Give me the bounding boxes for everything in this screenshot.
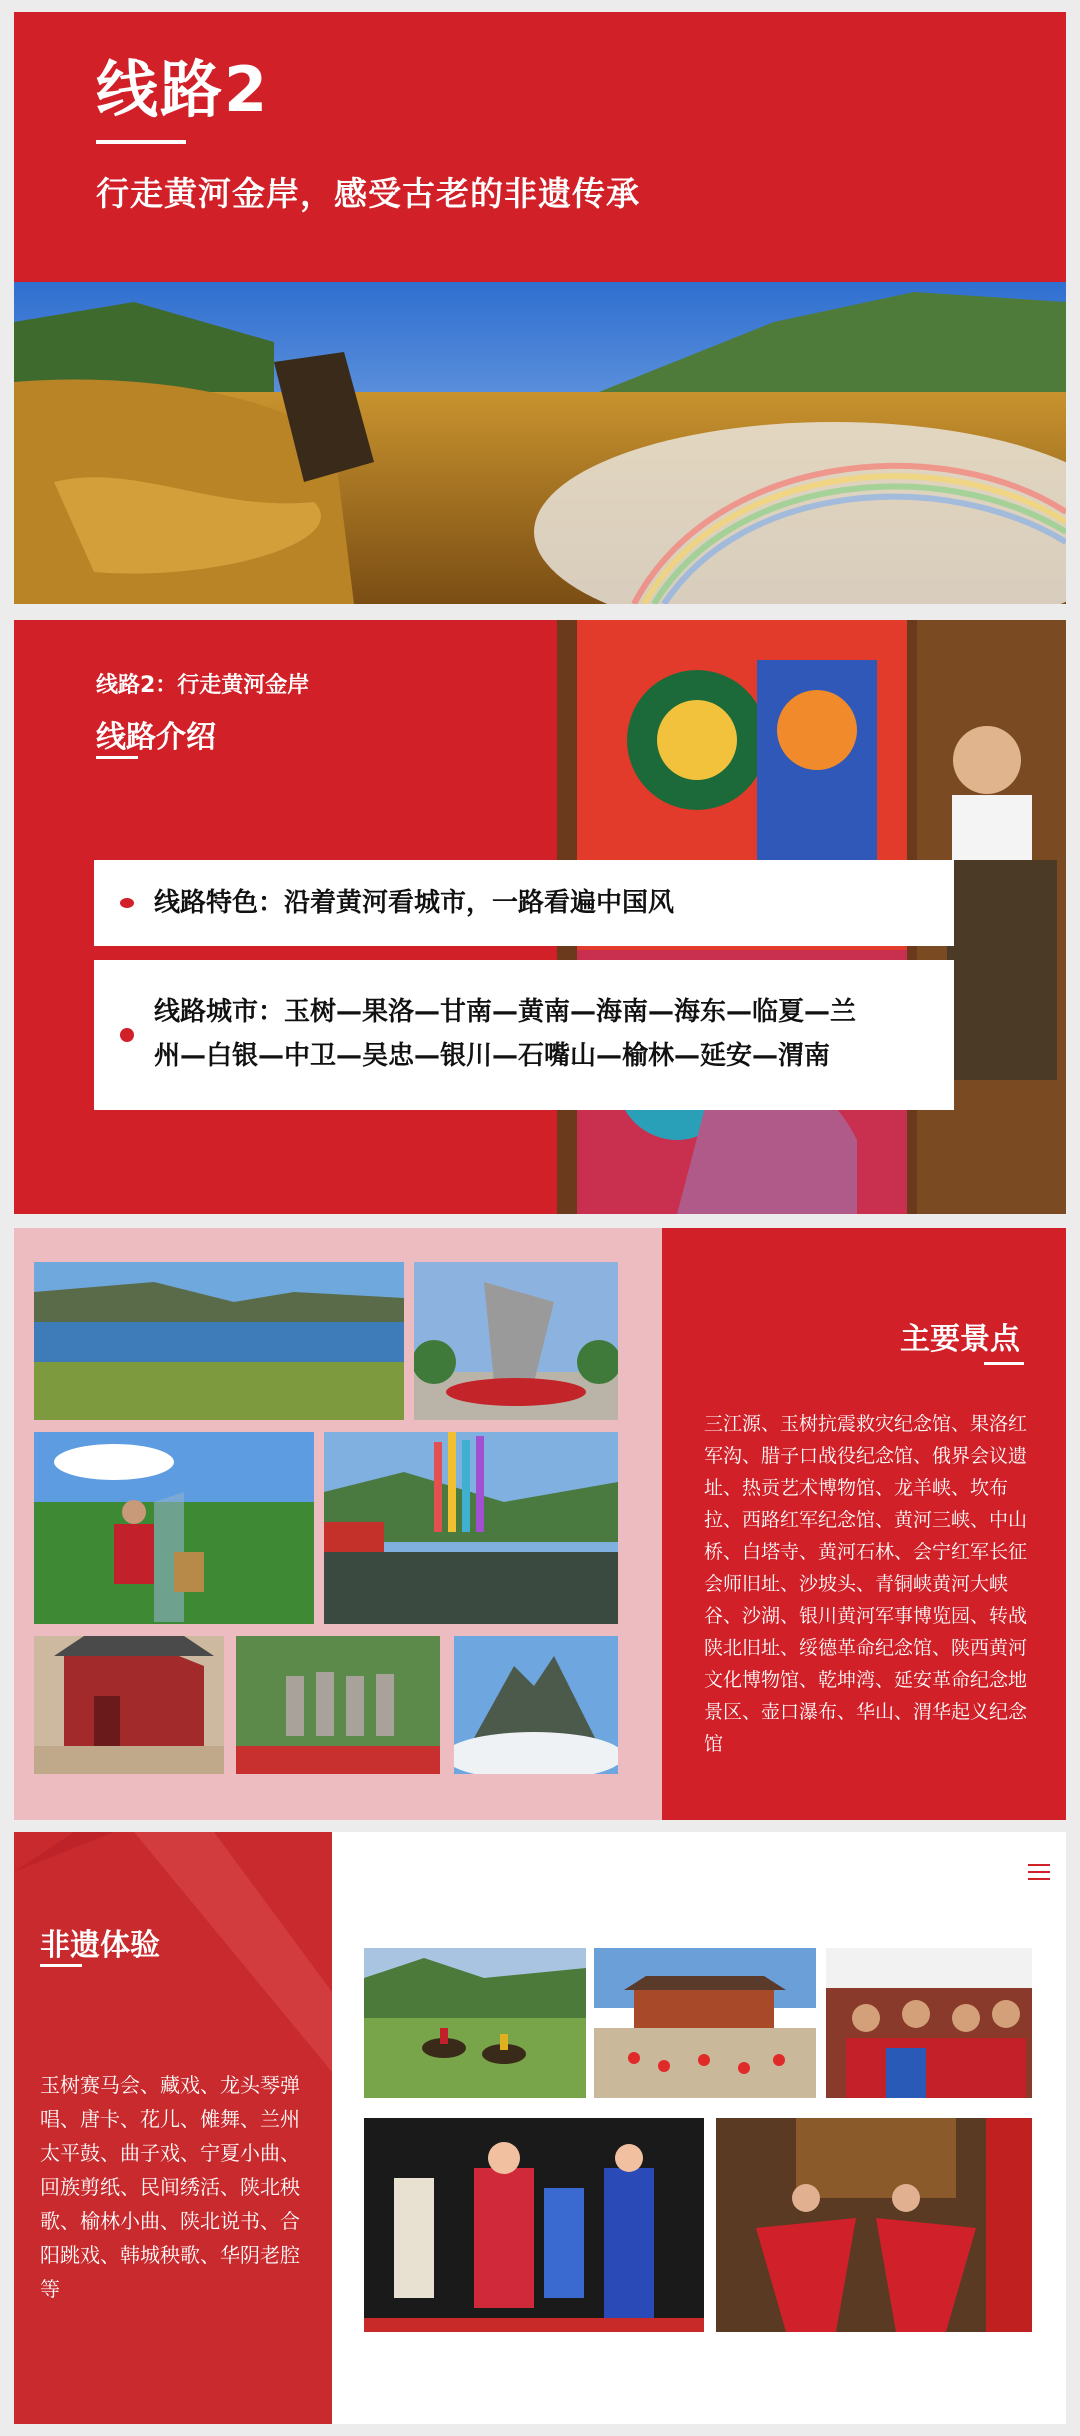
red-army-site-photo [34,1636,224,1774]
section-heading-route-intro: 线路介绍 [96,720,216,755]
attractions-list-text: 三江源、玉树抗震救灾纪念馆、果洛红军沟、腊子口战役纪念馆、俄界会议遗址、热贡艺术博物馆、龙羊峡、坎布拉、西路红军纪念馆、黄河三峡、中山桥、白塔寺、黄河石林、会宁红军长征会师旧址、沙坡头、青铜峡黄河大峡谷、沙湖、银川黄河军事博览园、转战陕北旧址、绥德革命纪念馆、陕西黄河文化博物馆、乾坤湾、延安革命纪念地景区、壶口瀑布、华山、渭华起义纪念馆 [704,1413,1028,1755]
soldier-statues-photo [236,1636,440,1774]
attractions-section [14,1228,1066,1820]
route-cities-line-2: 州—白银—中卫—吴忠—银川—石嘴山—榆林—延安—渭南 [154,1041,831,1071]
title-underline [96,140,186,144]
section-heading-attractions: 主要景点 [900,1322,1020,1357]
heritage-section [14,1832,1066,2424]
celebration-crowd-photo [324,1432,618,1624]
page-title: 线路2 [96,53,270,126]
route-kicker: 线路2：行走黄河金岸 [96,673,310,698]
bullet-dot [120,1028,134,1042]
route-cities-line-1: 线路城市：玉树—果洛—甘南—黄南—海南—海东—临夏—兰 [154,997,857,1027]
page-subtitle: 行走黄河金岸，感受古老的非遗传承 [96,174,640,213]
route-cities-card [94,960,954,1110]
memorial-sculpture-photo [414,1262,618,1420]
heading-underline [96,756,138,759]
route-intro-section [14,620,1066,1214]
heading-underline [40,1964,82,1967]
horse-racing-photo [364,1948,586,2098]
route-feature-card [94,860,954,946]
attractions-panel [662,1228,1066,1820]
huashan-mountain-photo [454,1636,618,1774]
lake-grassland-photo [34,1262,404,1420]
section-heading-heritage: 非遗体验 [40,1928,160,1963]
herder-woman-grassland-photo [34,1432,314,1624]
red-costume-dancers-photo [716,2118,1032,2332]
menu-icon[interactable] [1028,1864,1050,1880]
route-feature-text: 线路特色：沿着黄河看城市，一路看遍中国风 [154,888,675,918]
opera-performance-photo [364,2118,704,2332]
heritage-list-text: 玉树赛马会、藏戏、龙头琴弹唱、唐卡、花儿、傩舞、兰州太平鼓、曲子戏、宁夏小曲、回族剪纸、民间绣活、陕北秧歌、榆林小曲、陕北说书、合阳跳戏、韩城秧歌、华阴老腔等 [40,2073,300,2301]
heritage-panel [14,1832,332,2424]
folk-dance-plaza-photo [594,1948,816,2098]
bullet-dot [120,898,134,908]
hukou-waterfall-photo [14,282,1066,604]
heading-underline [984,1362,1024,1365]
ethnic-group-photo [826,1948,1032,2098]
